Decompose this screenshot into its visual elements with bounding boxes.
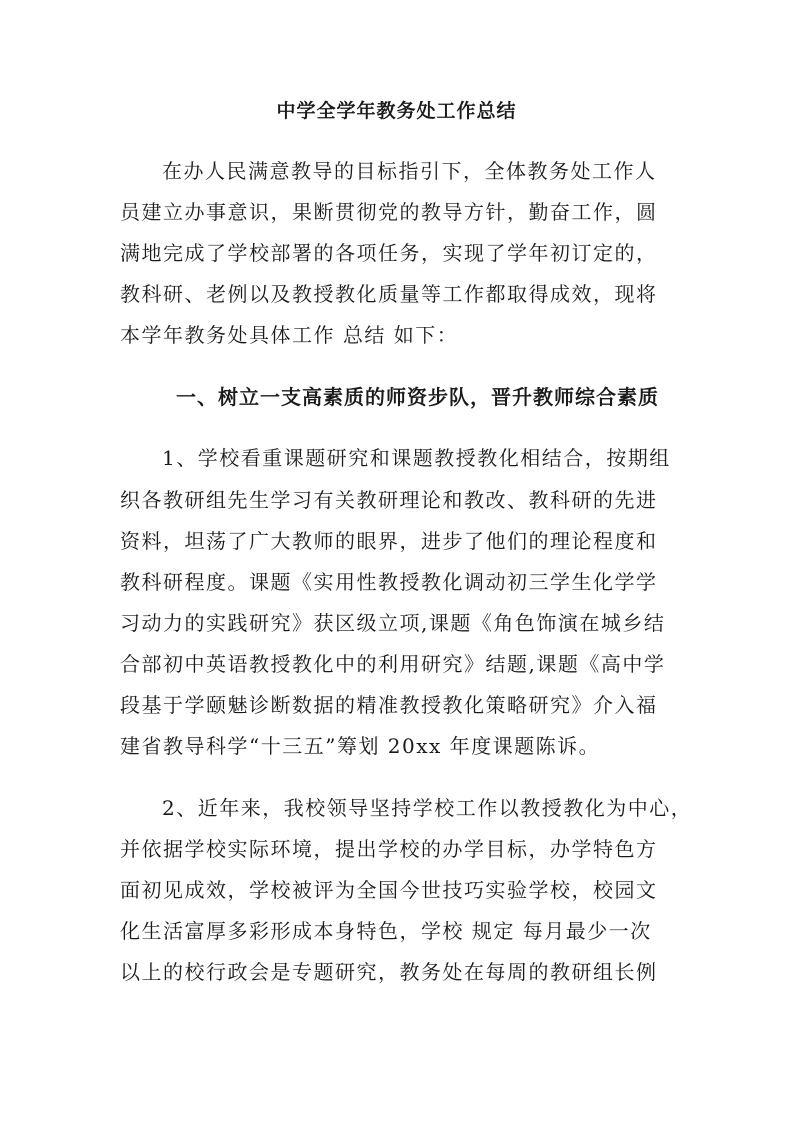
- para2-line-3: 面初见成效，学校被评为全国今世技巧实验学校，校园文: [120, 878, 658, 902]
- para1-line-7: 段基于学颐魅诊断数据的精准教授教化策略研究》介入福: [120, 693, 658, 717]
- para1-line-3: 资料，坦荡了广大教师的眼界，进步了他们的理论程度和: [120, 529, 658, 553]
- para2-line-5: 以上的校行政会是专题研究，教务处在每周的教研组长例: [120, 960, 658, 984]
- para2-line-1: 2、近年来，我校领导坚持学校工作以教授教化为中心，: [162, 796, 693, 820]
- document-title: 中学全学年教务处工作总结: [276, 100, 517, 122]
- section-heading-1: 一、树立一支高素质的师资步队，晋升教师综合素质: [176, 385, 659, 409]
- intro-line-2: 员建立办事意识，果断贯彻党的教导方针，勤奋工作，圆: [120, 200, 658, 224]
- intro-line-1: 在办人民满意教导的目标指引下，全体教务处工作人: [162, 159, 657, 183]
- para1-line-8: 建省教导科学“十三五”筹划 20xx 年度课题陈诉。: [120, 734, 601, 758]
- intro-line-5: 本学年教务处具体工作 总结 如下：: [120, 323, 459, 347]
- para2-line-2: 并依据学校实际环境，提出学校的办学目标，办学特色方: [120, 837, 658, 861]
- para2-line-4: 化生活富厚多彩形成本身特色，学校 规定 每月最少一次: [120, 919, 652, 943]
- intro-line-3: 满地完成了学校部署的各项任务，实现了学年初订定的，: [120, 241, 658, 265]
- para1-line-5: 习动力的实践研究》获区级立项,课题《角色饰演在城乡结: [120, 611, 666, 635]
- para1-line-2: 织各教研组先生学习有关教研理论和教改、教科研的先进: [120, 488, 658, 512]
- para1-line-1: 1、学校看重课题研究和课题教授教化相结合，按期组: [162, 446, 671, 470]
- para1-line-6: 合部初中英语教授教化中的利用研究》结题,课题《高中学: [120, 652, 666, 676]
- para1-line-4: 教科研程度。课题《实用性教授教化调动初三学生化学学: [120, 570, 658, 594]
- intro-line-4: 教科研、老例以及教授教化质量等工作都取得成效，现将: [120, 282, 658, 306]
